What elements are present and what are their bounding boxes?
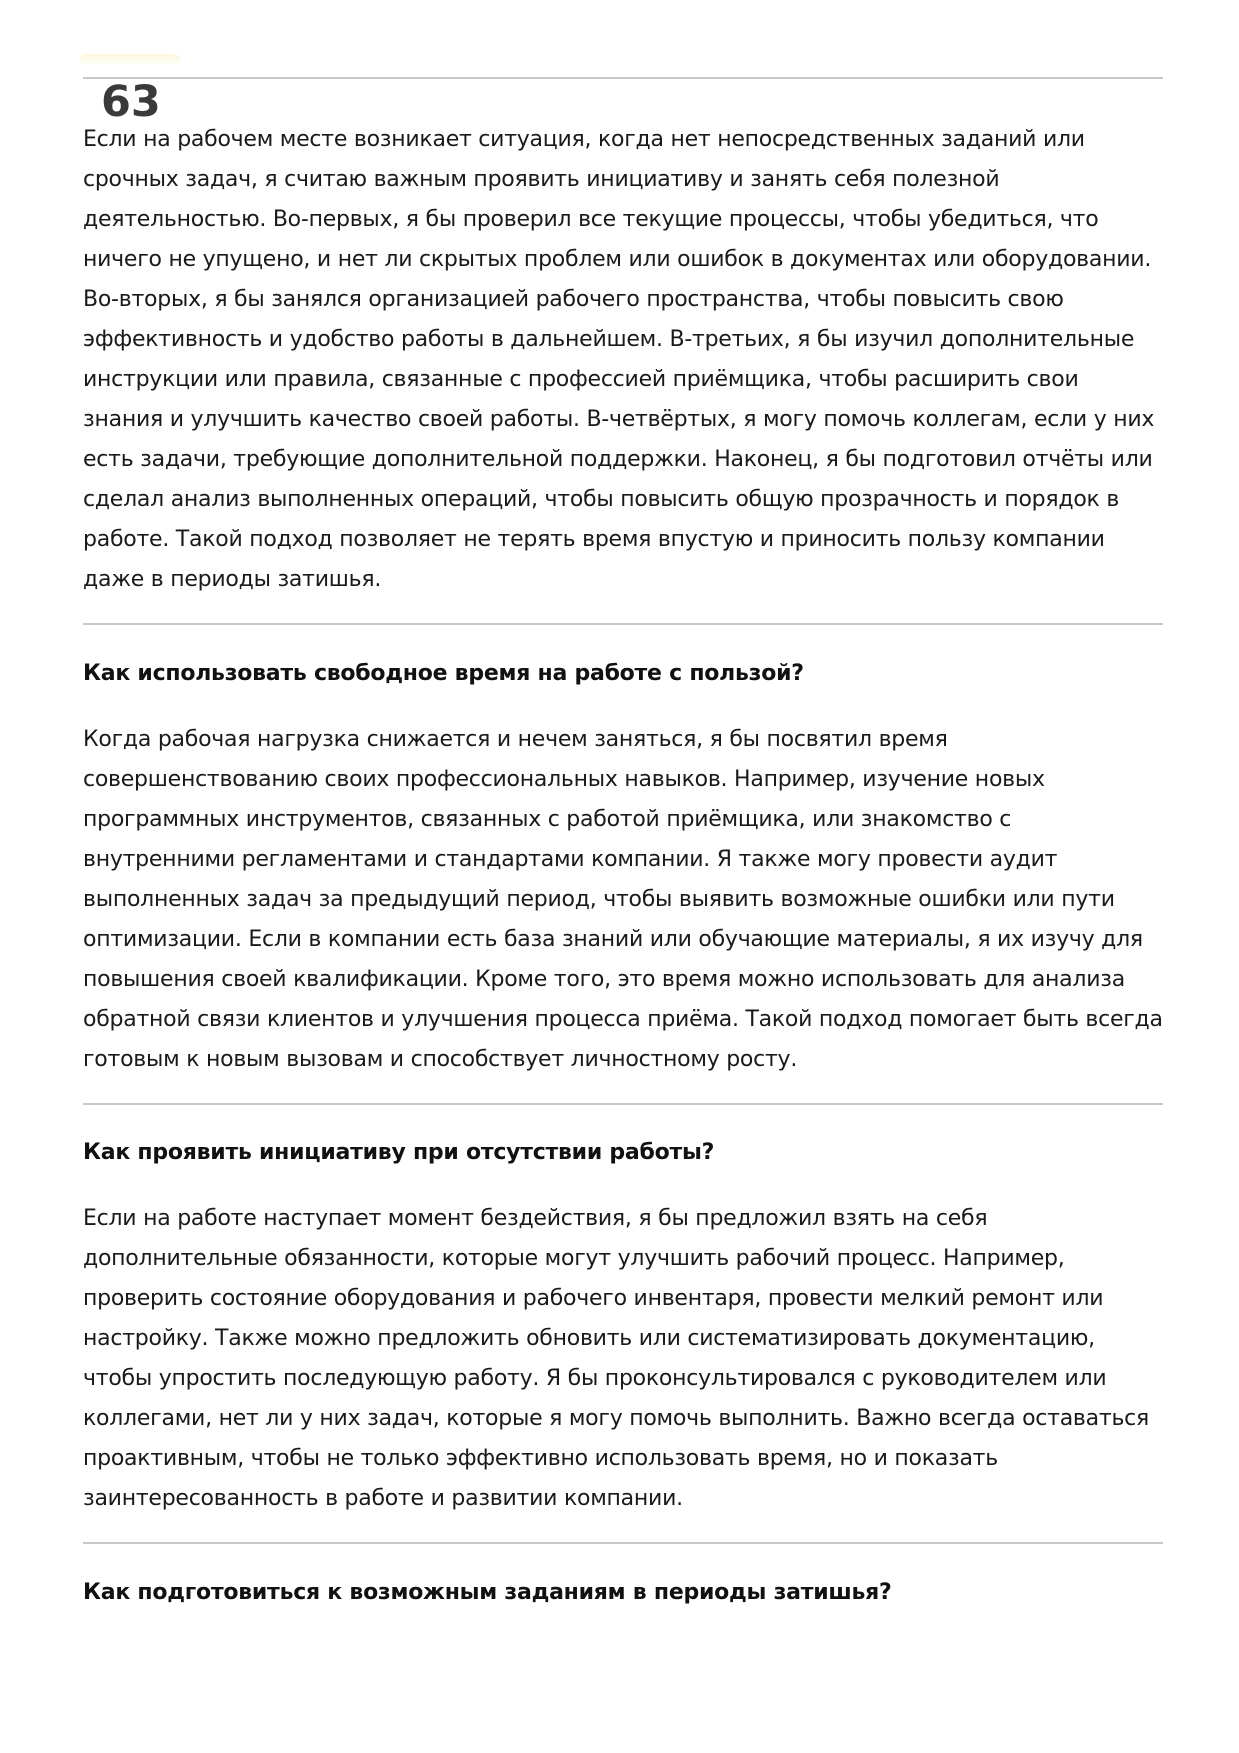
section-paragraph: Когда рабочая нагрузка снижается и нечем заняться, я бы посвятил время совершенствованию своих профессиональных навыков. Например, изучение новых программных инструментов, связанных с работой приёмщика, или знакомство с внутренними регламентами и стандартами компании. Я также могу провести аудит выполненных задач за предыдущий период, чтобы выявить возможные ошибки или пути оптимизации. Если в компании есть база знаний или обучающие материалы, я их изучу для повышения своей квалификации. Кроме того, это время можно использовать для анализа обратной связи клиентов и улучшения процесса приёма. Такой подход помогает быть всегда готовым к новым вызовам и способствует личностному росту. [83,727,1163,1072]
section-heading: Как проявить инициативу при отсутствии работы? [83,1140,715,1165]
section-divider [83,623,1163,625]
page-number: 63 [101,77,161,127]
page-number-highlight [80,54,180,66]
section-divider [83,1542,1163,1544]
section-heading: Как подготовиться к возможным заданиям в периоды затишья? [83,1580,892,1605]
intro-paragraph: Если на рабочем месте возникает ситуация, когда нет непосредственных заданий или срочных задач, я считаю важным проявить инициативу и занять себя полезной деятельностью. Во-первых, я бы проверил все текущие процессы, чтобы убедиться, что ничего не упущено, и нет ли скрытых проблем или ошибок в документах или оборудовании. Во-вторых, я бы занялся организацией рабочего пространства, чтобы повысить свою эффективность и удобство работы в дальнейшем. В-третьих, я бы изучил дополнительные инструкции или правила, связанные с профессией приёмщика, чтобы расширить свои знания и улучшить качество своей работы. В-четвёртых, я могу помочь коллегам, если у них есть задачи, требующие дополнительной поддержки. Наконец, я бы подготовил отчёты или сделал анализ выполненных операций, чтобы повысить общую прозрачность и порядок в работе. Такой подход позволяет не терять время впустую и приносить пользу компании даже в периоды затишья. [83,127,1155,592]
section-heading: Как использовать свободное время на работе с пользой? [83,661,804,686]
section-paragraph: Если на работе наступает момент бездействия, я бы предложил взять на себя дополнительные обязанности, которые могут улучшить рабочий процесс. Например, проверить состояние оборудования и рабочего инвентаря, провести мелкий ремонт или настройку. Также можно предложить обновить или систематизировать документацию, чтобы упростить последующую работу. Я бы проконсультировался с руководителем или коллегами, нет ли у них задач, которые я могу помочь выполнить. Важно всегда оставаться проактивным, чтобы не только эффективно использовать время, но и показать заинтересованность в работе и развитии компании. [83,1206,1149,1511]
top-divider [83,77,1163,79]
section-divider [83,1103,1163,1105]
